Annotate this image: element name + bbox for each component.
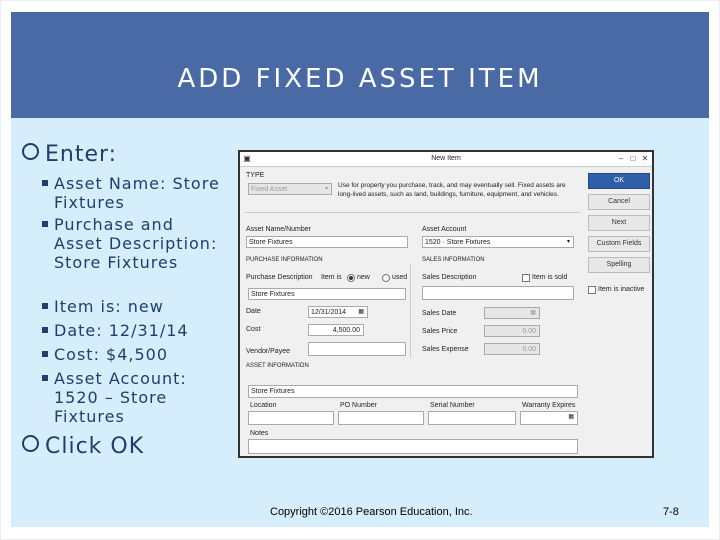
ring-bullet-icon <box>22 143 39 160</box>
slide-title: ADD FIXED ASSET ITEM <box>177 64 543 94</box>
dialog-title: New Item <box>431 155 461 162</box>
serial-number-label: Serial Number <box>430 402 475 409</box>
asset-name-input[interactable]: Store Fixtures <box>246 236 408 248</box>
list-item <box>54 345 224 364</box>
item-sold-checkbox[interactable] <box>522 274 530 282</box>
square-bullet-icon <box>42 375 48 381</box>
close-icon[interactable]: ✕ <box>641 154 649 163</box>
cancel-button[interactable]: Cancel <box>588 194 650 210</box>
list-item <box>54 369 224 426</box>
asset-account-select[interactable] <box>422 236 574 248</box>
vendor-input[interactable] <box>308 342 406 356</box>
asset-description-input[interactable]: Store Fixtures <box>248 385 578 398</box>
new-label: new <box>357 274 370 281</box>
click-ok-label: Click OK <box>45 434 145 459</box>
notes-input[interactable] <box>248 439 578 454</box>
chevron-down-icon: ▾ <box>324 186 328 192</box>
inactive-checkbox[interactable] <box>588 286 596 294</box>
sales-date-label: Sales Date <box>422 310 457 317</box>
serial-number-input[interactable] <box>428 411 516 425</box>
title-bar <box>11 12 709 118</box>
sales-description-input[interactable] <box>422 286 574 300</box>
sales-expense-label: Sales Expense <box>422 346 469 353</box>
column-divider <box>410 264 411 358</box>
list-item <box>54 297 224 316</box>
asset-name-label: Asset Name/Number <box>246 226 311 233</box>
cost-label: Cost <box>246 326 261 333</box>
date-value: 12/31/2014 <box>311 309 347 316</box>
sales-description-label: Sales Description <box>422 274 477 281</box>
copyright: Copyright ©2016 Pearson Education, Inc. <box>270 506 473 518</box>
warranty-expires-label: Warranty Expires <box>522 402 576 409</box>
sales-date-input <box>484 307 540 319</box>
chevron-down-icon: ▾ <box>566 239 570 245</box>
asset-account-value: 1520 · Store Fixtures <box>425 239 491 246</box>
next-button[interactable]: Next <box>588 215 650 231</box>
list-item-text: Cost: $4,500 <box>54 345 169 364</box>
date-label: Date <box>246 308 261 315</box>
new-radio[interactable] <box>347 274 355 282</box>
square-bullet-icon <box>42 351 48 357</box>
item-is-label: Item is <box>321 274 342 281</box>
purchase-description-input[interactable]: Store Fixtures <box>248 288 406 300</box>
custom-fields-button[interactable]: Custom Fields <box>588 236 650 252</box>
sales-price-input: 0.00 <box>484 325 540 337</box>
divider <box>245 212 581 213</box>
list-item-text: Asset Name: Store Fixtures <box>54 174 220 212</box>
square-bullet-icon <box>42 303 48 309</box>
item-sold-label: Item is sold <box>532 274 568 281</box>
notes-label: Notes <box>250 430 269 437</box>
list-item-text: Asset Account: 1520 – Store Fixtures <box>54 369 187 426</box>
ok-button[interactable]: OK <box>588 173 650 189</box>
type-value: Fixed Asset <box>251 186 288 193</box>
calendar-icon[interactable]: ▦ <box>358 309 364 315</box>
cost-input[interactable]: 4,500.00 <box>308 324 364 336</box>
calendar-icon: ▦ <box>530 310 536 316</box>
spelling-button[interactable]: Spelling <box>588 257 650 273</box>
type-description: Use for property you purchase, track, and may eventually sell. Fixed assets are long-lived assets, such as land, buildings, furniture, equipment, and vehicles. <box>338 182 566 198</box>
ring-bullet-icon <box>22 435 39 452</box>
inactive-label: Item is inactive <box>598 286 645 293</box>
po-number-label: PO Number <box>340 402 377 409</box>
used-label: used <box>392 274 408 281</box>
calendar-icon[interactable]: ▦ <box>568 414 574 420</box>
purchase-info-label: PURCHASE INFORMATION <box>246 257 323 263</box>
enter-bullet <box>22 142 117 167</box>
minimize-icon[interactable]: – <box>618 154 624 163</box>
list-item <box>54 174 224 212</box>
square-bullet-icon <box>42 327 48 333</box>
new-item-dialog <box>238 150 654 458</box>
maximize-icon[interactable]: □ <box>630 154 636 163</box>
type-label: TYPE <box>246 172 265 179</box>
location-input[interactable] <box>248 411 334 425</box>
used-radio[interactable] <box>382 274 390 282</box>
square-bullet-icon <box>42 180 48 186</box>
enter-label: Enter: <box>45 142 118 167</box>
list-item-text: Purchase and Asset Description: Store Fixtures <box>54 215 218 272</box>
square-bullet-icon <box>42 221 48 227</box>
sales-price-label: Sales Price <box>422 328 458 335</box>
page-number: 7-8 <box>663 506 679 518</box>
date-input[interactable] <box>308 306 368 318</box>
dialog-titlebar <box>240 152 652 167</box>
click-ok-bullet <box>22 434 144 459</box>
warranty-expires-input[interactable] <box>520 411 578 425</box>
type-select[interactable] <box>248 183 332 195</box>
po-number-input[interactable] <box>338 411 424 425</box>
sales-info-label: SALES INFORMATION <box>422 257 485 263</box>
asset-info-label: ASSET INFORMATION <box>246 363 309 369</box>
sales-expense-input: 0.00 <box>484 343 540 355</box>
app-icon: ▣ <box>243 154 251 163</box>
list-item-text: Date: 12/31/14 <box>54 321 189 340</box>
location-label: Location <box>250 402 277 409</box>
list-item <box>54 321 224 340</box>
asset-account-label: Asset Account <box>422 226 467 233</box>
list-item-text: Item is: new <box>54 297 164 316</box>
vendor-label: Vendor/Payee <box>246 348 290 355</box>
list-item <box>54 215 224 272</box>
purchase-description-label: Purchase Description <box>246 274 313 281</box>
